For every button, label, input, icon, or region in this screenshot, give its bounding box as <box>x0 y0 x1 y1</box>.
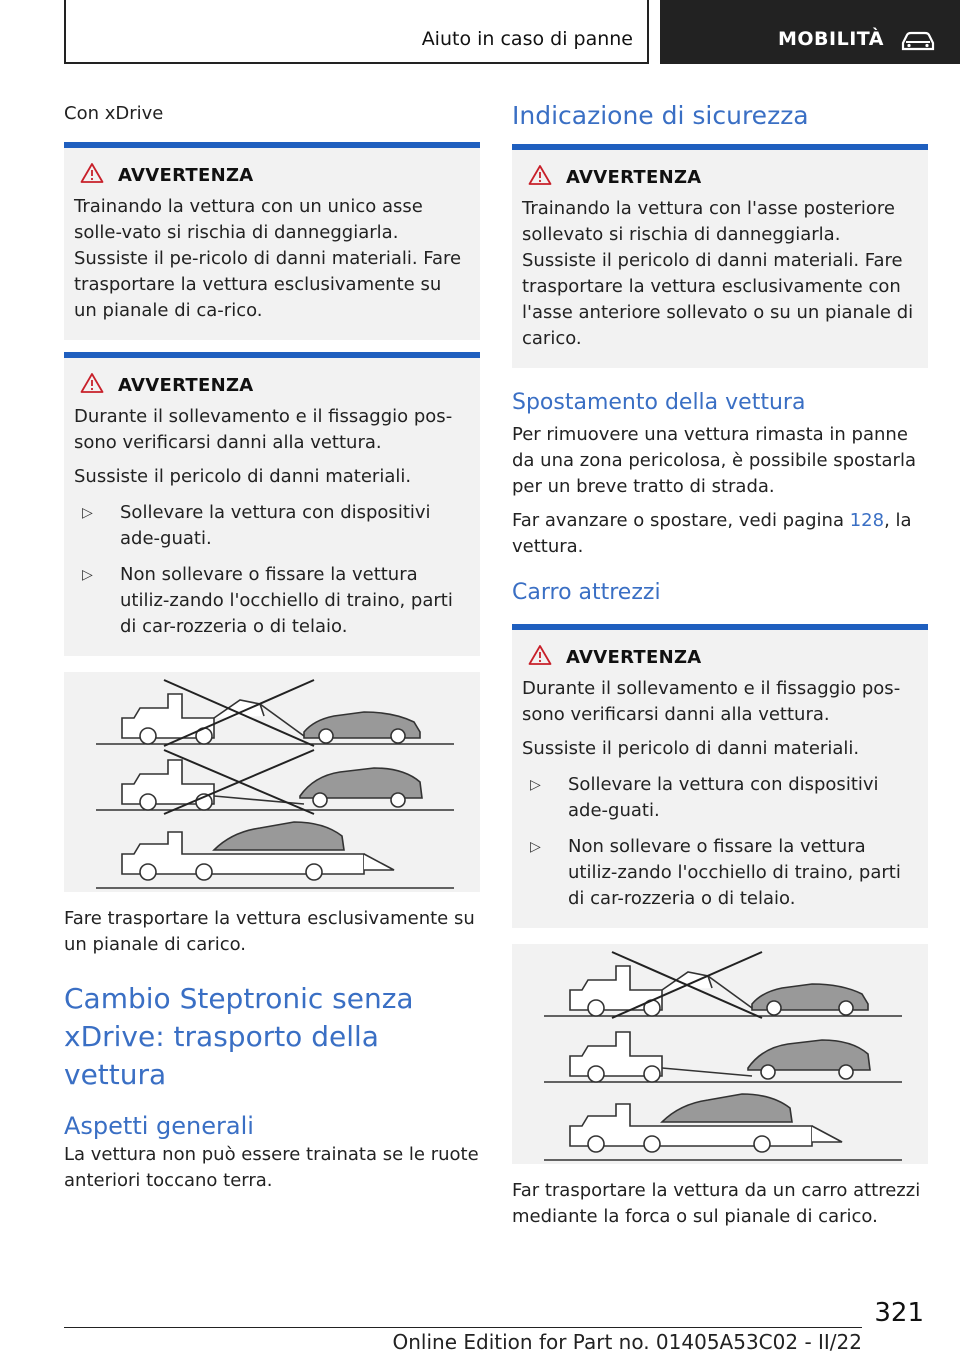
warning-text: Sussiste il pericolo di danni materiali. <box>74 466 412 487</box>
header-chapter-title: MOBILITÀ <box>778 28 884 50</box>
list-item: ▷ Non sollevare o fissare la vettura utiliz-zando l'occhiello di traino, parti di car-rozzeria o di telaio. <box>522 834 918 912</box>
body-text: Far avanzare o spostare, vedi pagina 128, la vettura. <box>512 510 912 557</box>
warning-title: AVVERTENZA <box>118 374 254 396</box>
intro-label: Con xDrive <box>64 103 164 124</box>
warning-box-3 <box>512 144 928 368</box>
car-icon <box>900 30 936 56</box>
list-item: ▷ Non sollevare o fissare la vettura utiliz-zando l'occhiello di traino, parti di car-rozzeria o di telaio. <box>74 562 470 640</box>
section-heading: Indicazione di sicurezza <box>512 101 809 130</box>
subsection-heading: Aspetti generali <box>64 1112 254 1140</box>
list-item: ▷ Sollevare la vettura con dispositivi ade-guati. <box>74 500 470 552</box>
header-section-box <box>64 0 649 64</box>
bullet-triangle-icon: ▷ <box>82 567 93 583</box>
warning-title: AVVERTENZA <box>566 646 702 668</box>
warning-box-4 <box>512 624 928 928</box>
warning-title: AVVERTENZA <box>118 164 254 186</box>
tow-truck-illustration-svg <box>512 944 928 1164</box>
bullet-triangle-icon: ▷ <box>530 839 541 855</box>
warning-title: AVVERTENZA <box>566 166 702 188</box>
header-chapter-box <box>660 0 960 64</box>
list-item: ▷ Sollevare la vettura con dispositivi ade-guati. <box>522 772 918 824</box>
towing-illustration <box>64 672 480 892</box>
footer-edition: Online Edition for Part no. 01405A53C02 - II/22 <box>392 1330 862 1354</box>
body-text: La vettura non può essere trainata se le ruote anteriori toccano terra. <box>64 1144 479 1191</box>
page-number: 321 <box>874 1298 924 1328</box>
page-reference-link[interactable]: 128 <box>849 510 885 531</box>
warning-text: Trainando la vettura con un unico asse solle-vato si rischia di danneggiarla. Sussiste il pe-ricolo di danni materiali. Fare trasportare la vettura esclusivamente su un pianale di ca-rico. <box>74 196 462 321</box>
section-heading: Carro attrezzi <box>512 580 661 605</box>
bullet-triangle-icon: ▷ <box>82 505 93 521</box>
header-section-title: Aiuto in caso di panne <box>421 28 633 50</box>
warning-text: Sussiste il pericolo di danni materiali. <box>522 738 860 759</box>
warning-text: Durante il sollevamento e il fissaggio pos-sono verificarsi danni alla vettura. <box>522 678 901 725</box>
warning-text: Durante il sollevamento e il fissaggio pos-sono verificarsi danni alla vettura. <box>74 406 453 453</box>
warning-triangle-icon <box>80 162 118 188</box>
figure-caption: Far trasportare la vettura da un carro attrezzi mediante la forca o sul pianale di carico. <box>512 1180 921 1227</box>
towing-illustration-svg <box>64 672 480 892</box>
section-heading: Spostamento della vettura <box>512 390 806 415</box>
warning-box-1 <box>64 142 480 340</box>
right-column <box>512 100 928 1230</box>
figure-caption: Fare trasportare la vettura esclusivamente su un pianale di carico. <box>64 908 475 955</box>
warning-triangle-icon <box>80 372 118 398</box>
warning-triangle-icon <box>528 644 566 670</box>
warning-triangle-icon <box>528 164 566 190</box>
bullet-triangle-icon: ▷ <box>530 777 541 793</box>
section-heading: Cambio Steptronic senza xDrive: trasporto della vettura <box>64 982 414 1091</box>
body-text: Per rimuovere una vettura rimasta in panne da una zona pericolosa, è possibile spostarla per un breve tratto di strada. <box>512 424 916 497</box>
warning-text: Trainando la vettura con l'asse posteriore sollevato si rischia di danneggiarla. Sussiste il pericolo di danni materiali. Fare trasportare la vettura esclusivamente con l'asse anteriore sollevato o su un pianale di carico. <box>522 198 914 349</box>
left-column <box>64 100 480 1194</box>
warning-box-2 <box>64 352 480 656</box>
tow-truck-illustration <box>512 944 928 1164</box>
footer-divider <box>64 1327 862 1328</box>
